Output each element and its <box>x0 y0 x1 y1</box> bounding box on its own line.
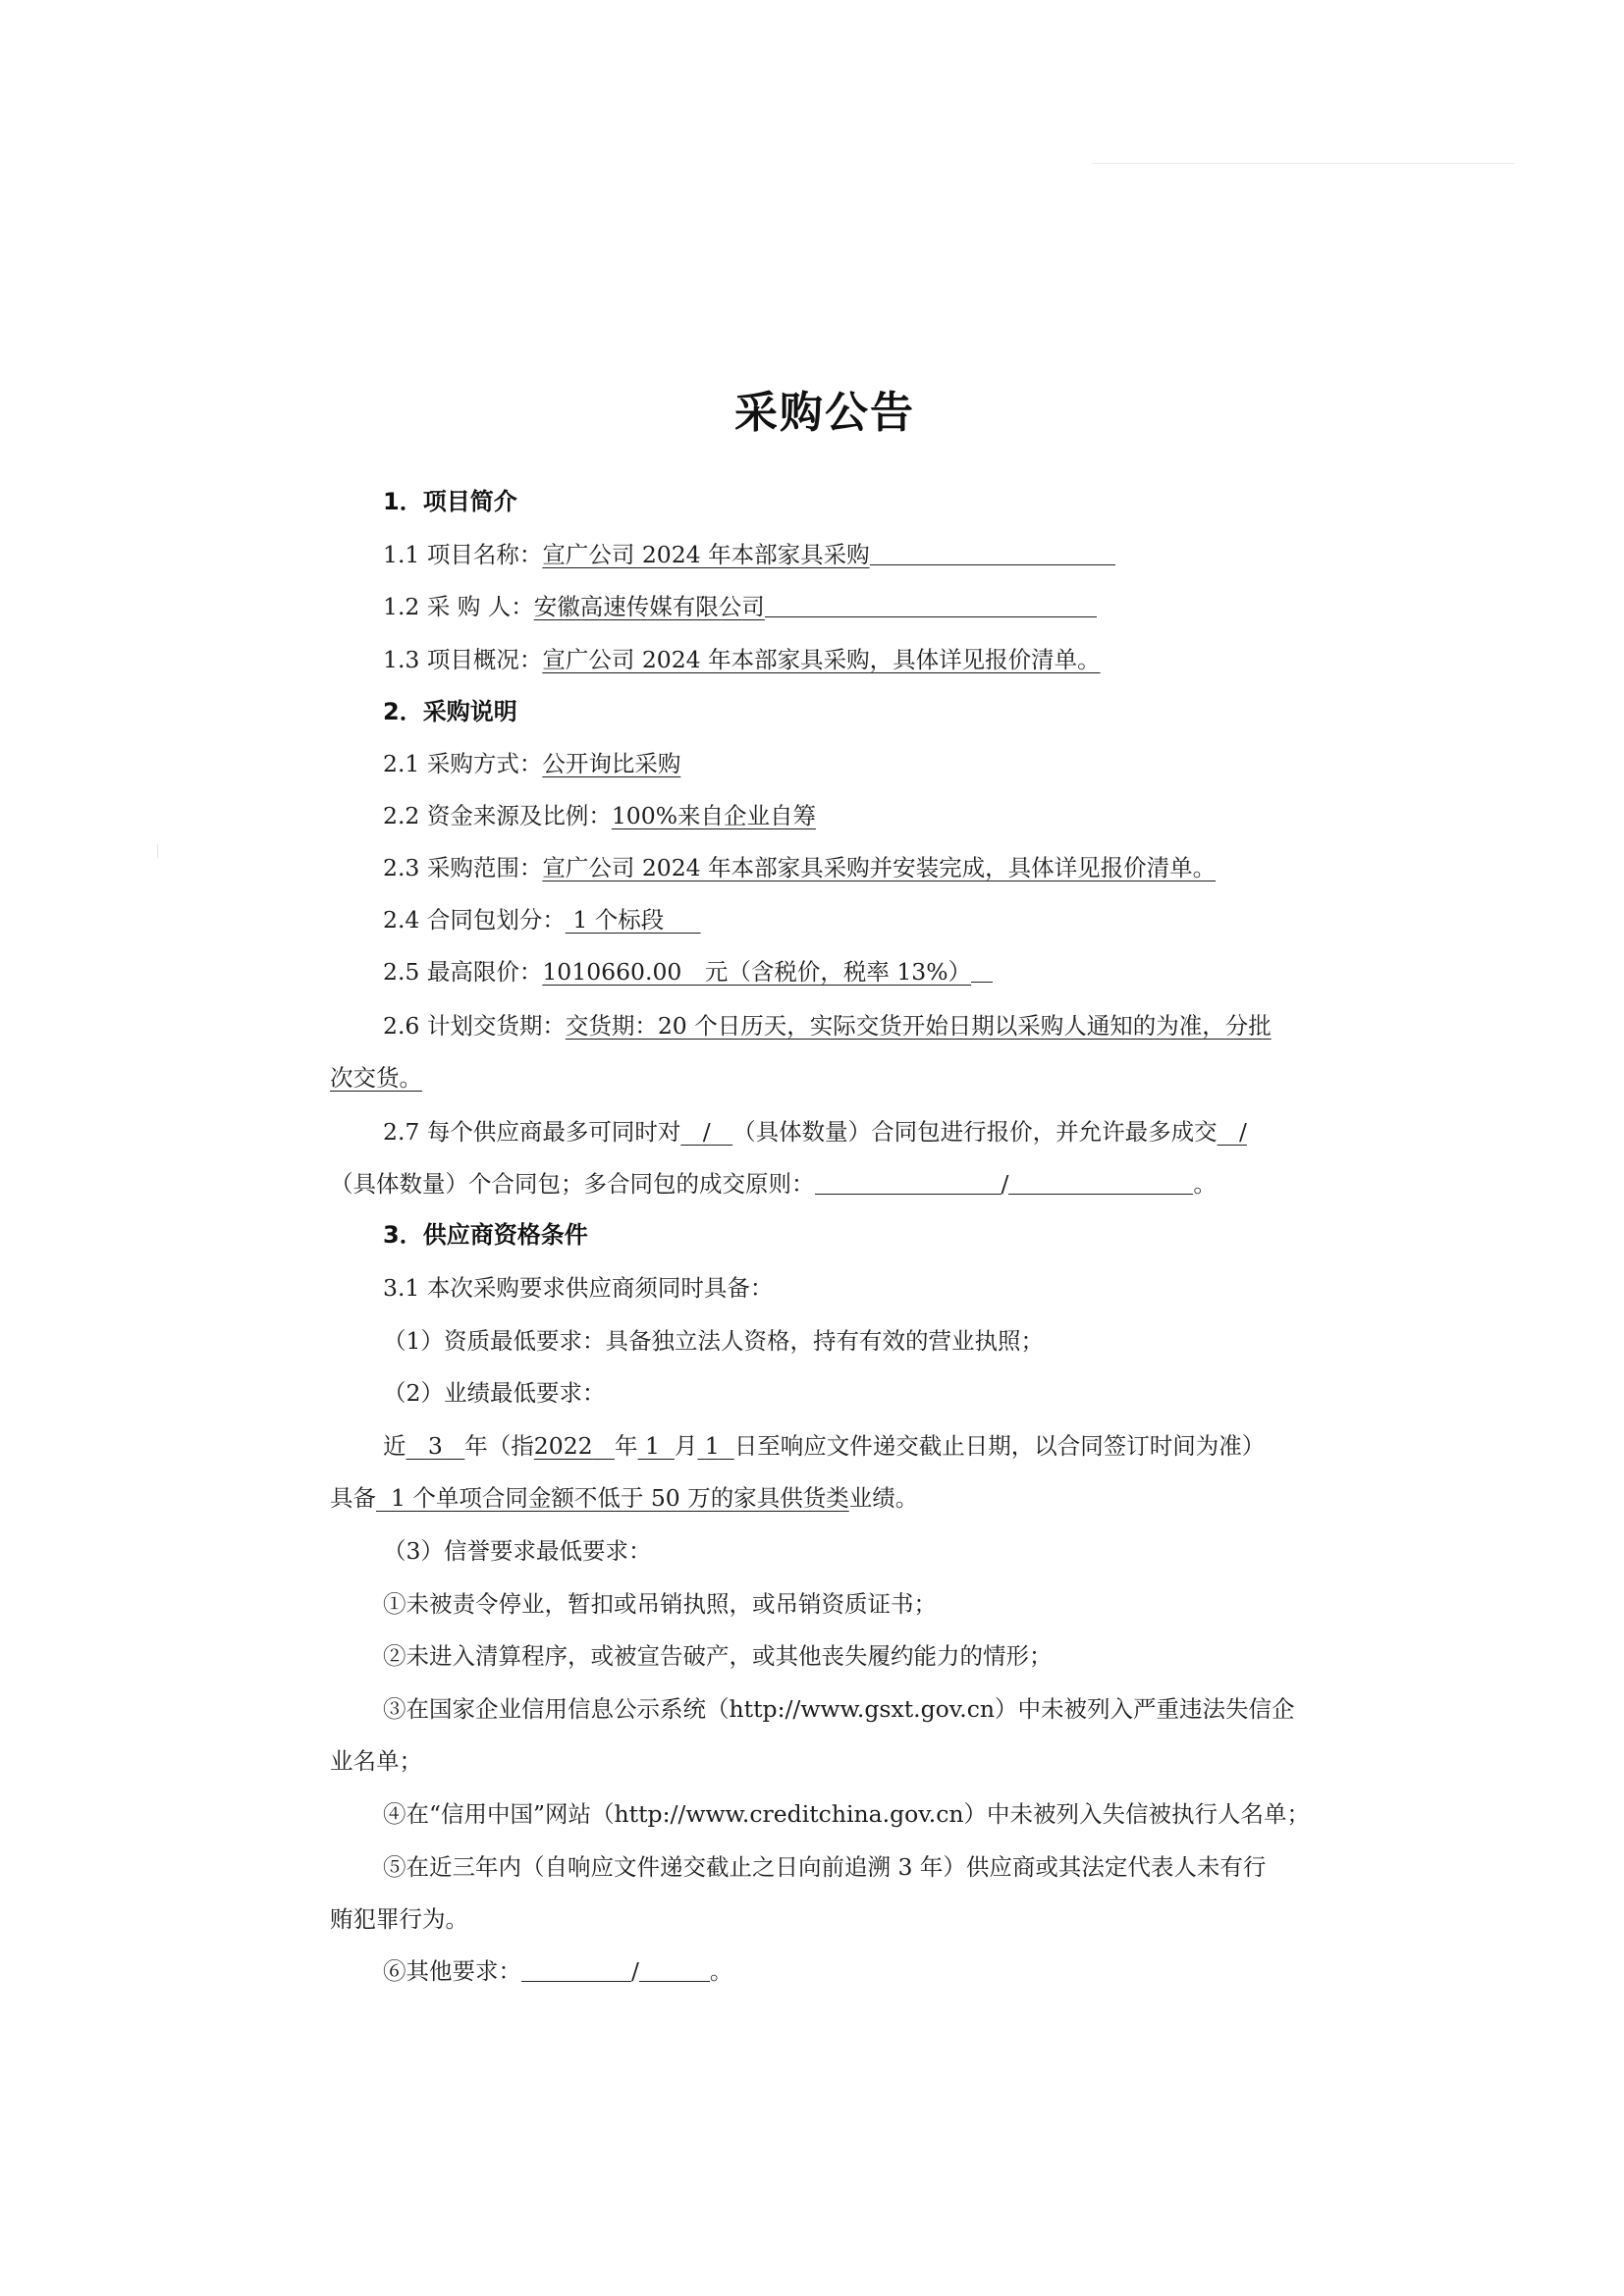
scan-mark <box>157 844 158 858</box>
performance-text-b: 业绩。 <box>848 1484 919 1512</box>
purchaser-value: 安徽高速传媒有限公司 <box>533 593 765 620</box>
period-text-a: 近 <box>383 1432 406 1460</box>
qualification-requirement: （1）资质最低要求：具备独立法人资格，持有有效的营业执照； <box>383 1327 1044 1355</box>
period-text-c: 日至响应文件递交截止日期，以合同签订时间为准） <box>733 1432 1266 1460</box>
performance-text-a: 具备 <box>330 1484 376 1512</box>
other-requirements-end: 。 <box>709 1957 733 1985</box>
max-price-value: 1010660.00 元（含税价，税率 13%） <box>542 958 972 986</box>
other-requirements-blank-2 <box>639 1959 710 1982</box>
lot-division-value: 1 个标段 <box>565 906 701 934</box>
item-2-5 <box>383 957 993 987</box>
performance-requirement-blank <box>376 1484 849 1512</box>
section-2-heading: 2．采购说明 <box>383 698 517 725</box>
item-2-6 <box>383 1011 1272 1041</box>
period-text-month: 月 <box>674 1432 698 1460</box>
item-1-2 <box>383 592 1097 621</box>
credit-item-2: ②未进入清算程序，或被宣告破产，或其他丧失履约能力的情形； <box>383 1642 1053 1670</box>
procurement-scope-value: 宣广公司 2024 年本部家具采购并安装完成，具体详见报价清单。 <box>542 854 1217 881</box>
section-1-heading: 1．项目简介 <box>383 488 517 515</box>
document-title: 采购公告 <box>734 388 915 438</box>
period-text-year: 年 <box>615 1432 638 1460</box>
award-principle-separator: / <box>1001 1170 1009 1198</box>
years-value: 3 <box>427 1432 443 1460</box>
other-requirements-separator: / <box>631 1957 639 1985</box>
item-2-2-label: 2.2 资金来源及比例： <box>383 802 612 829</box>
performance-requirement-value: 1 个单项合同金额不低于 50 万的家具供货类 <box>390 1484 849 1512</box>
start-year-value: 2022 <box>533 1432 593 1460</box>
item-2-1 <box>383 749 680 778</box>
start-month-value: 1 <box>645 1432 660 1460</box>
purchaser-blank <box>765 595 1097 617</box>
item-2-1-label: 2.1 采购方式： <box>383 750 543 777</box>
start-month-blank <box>638 1432 675 1460</box>
period-text-b: 年（指 <box>464 1432 534 1460</box>
procurement-method-value: 公开询比采购 <box>542 750 681 777</box>
award-lots-value: / <box>1239 1118 1247 1146</box>
item-1-1 <box>383 540 1115 569</box>
item-1-3-label: 1.3 项目概况： <box>383 646 543 673</box>
item-2-7-cont <box>330 1169 1217 1199</box>
credit-item-3: ③在国家企业信用信息公示系统（http://www.gsxt.gov.cn）中未被列入严重违法失信企 <box>383 1695 1295 1723</box>
item-2-3-label: 2.3 采购范围： <box>383 854 543 881</box>
delivery-period-value: 交货期：20 个日历天，实际交货开始日期以采购人通知的为准，分批 <box>565 1012 1272 1040</box>
start-year-blank <box>534 1432 615 1460</box>
item-2-6-cont <box>330 1063 422 1093</box>
credit-item-6 <box>383 1956 732 1986</box>
item-3-1: 3.1 本次采购要求供应商须同时具备： <box>383 1274 774 1302</box>
performance-requirement-detail <box>330 1483 918 1513</box>
section-3-heading: 3．供应商资格条件 <box>383 1221 588 1249</box>
item-2-7-text-c: （具体数量）个合同包；多合同包的成交原则： <box>330 1170 815 1198</box>
item-1-1-label: 1.1 项目名称： <box>383 541 543 568</box>
award-principle-blank-2 <box>1008 1172 1193 1195</box>
credit-requirement: （3）信誉要求最低要求： <box>383 1537 652 1565</box>
item-2-5-label: 2.5 最高限价： <box>383 958 543 986</box>
item-2-7 <box>383 1117 1247 1147</box>
start-day-blank <box>697 1432 733 1460</box>
item-2-7-text-b: （具体数量）合同包进行报价，并允许最多成交 <box>732 1118 1218 1146</box>
max-price-blank <box>971 960 993 983</box>
item-1-2-label: 1.2 采 购 人： <box>383 593 534 620</box>
years-blank <box>406 1432 465 1460</box>
item-2-4 <box>383 905 701 934</box>
item-2-6-label: 2.6 计划交货期： <box>383 1012 566 1040</box>
performance-requirement: （2）业绩最低要求： <box>383 1379 606 1407</box>
project-name-blank <box>870 543 1115 565</box>
award-lots-blank <box>1218 1118 1247 1146</box>
item-2-2 <box>383 801 816 830</box>
credit-item-5-cont: 贿犯罪行为。 <box>330 1905 468 1933</box>
credit-item-3-cont: 业名单； <box>330 1747 422 1775</box>
item-2-7-text-a: 2.7 每个供应商最多可同时对 <box>383 1118 681 1146</box>
scan-edge-line <box>1092 163 1514 164</box>
start-day-value: 1 <box>704 1432 720 1460</box>
credit-item-4: ④在“信用中国”网站（http://www.creditchina.gov.cn）中未被列入失信被执行人名单； <box>383 1800 1311 1828</box>
award-principle-blank-1 <box>815 1172 1001 1195</box>
quote-lots-blank <box>680 1118 732 1146</box>
other-requirements-blank-1 <box>521 1959 631 1982</box>
item-2-4-label: 2.4 合同包划分： <box>383 906 566 934</box>
item-1-3 <box>383 645 1101 674</box>
item-2-3 <box>383 853 1216 882</box>
project-overview-value: 宣广公司 2024 年本部家具采购，具体详见报价清单。 <box>542 646 1101 673</box>
credit-item-1: ①未被责令停业，暂扣或吊销执照，或吊销资质证书； <box>383 1590 937 1618</box>
fund-source-value: 100%来自企业自筹 <box>611 802 817 829</box>
delivery-period-value-cont: 次交货。 <box>330 1064 422 1092</box>
project-name-value: 宣广公司 2024 年本部家具采购 <box>542 541 870 568</box>
credit-item-5: ⑤在近三年内（自响应文件递交截止之日向前追溯 3 年）供应商或其法定代表人未有行 <box>383 1853 1267 1881</box>
other-requirements-label: ⑥其他要求： <box>383 1957 521 1985</box>
quote-lots-value: / <box>702 1118 711 1146</box>
item-2-7-end: 。 <box>1193 1170 1217 1198</box>
performance-period <box>383 1431 1265 1461</box>
